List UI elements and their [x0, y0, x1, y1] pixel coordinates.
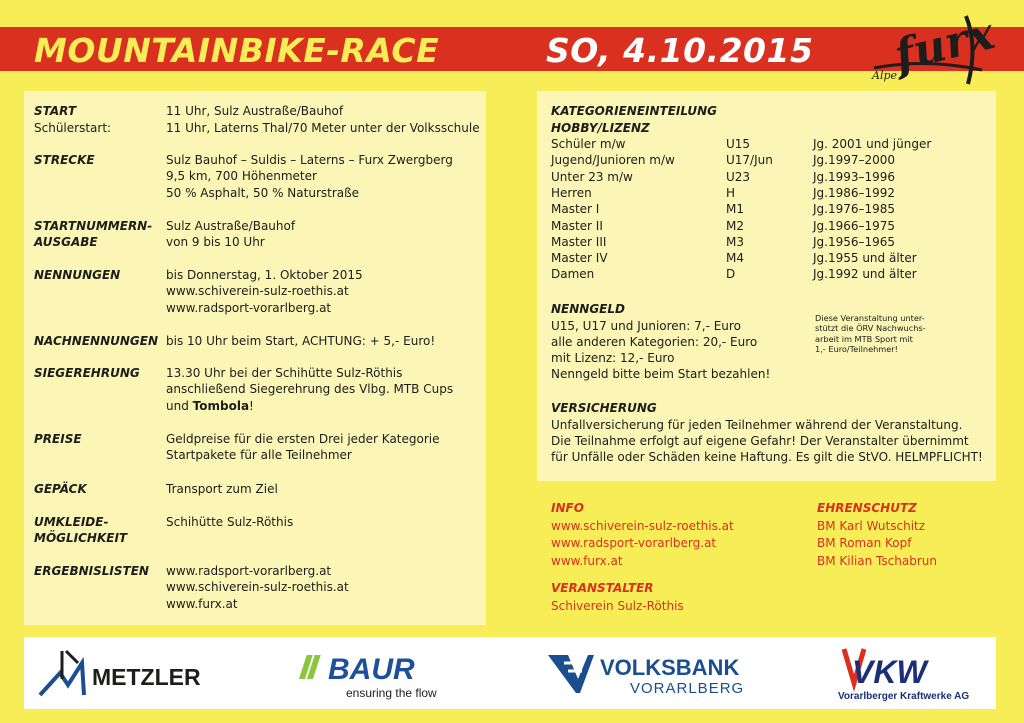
value-umkleide: Schihütte Sulz-Röthis [166, 515, 294, 529]
sponsor-bar [24, 637, 996, 709]
category-row [551, 201, 991, 217]
organizer-header: VERANSTALTER [551, 581, 654, 595]
category-row [551, 266, 991, 282]
insurance-lines: Unfallversicherung für jeden Teilnehmer während der Veranstaltung. Die Teilnahme erfolgt auf eigene Gefahr! Der Veranstalter übernimmt für Unfälle oder Schäden keine Haftung. Es gilt die StVO. HELMPFLICHT! [551, 417, 983, 465]
category-code: M2 [726, 218, 744, 233]
link-schiverein[interactable]: www.schiverein-sulz-roethis.at [166, 284, 349, 299]
category-code: U17/Jun [726, 153, 773, 168]
label-gepaeck: GEPÄCK [34, 482, 87, 496]
category-year: Jg.1992 und älter [813, 267, 917, 282]
tombola-text: Tombola [192, 398, 250, 413]
info-link-furx[interactable]: www.furx.at [551, 553, 623, 568]
category-year: Jg.1993–1996 [813, 169, 896, 184]
category-name: Master IV [551, 251, 608, 266]
label-strecke: STRECKE [34, 153, 95, 167]
category-row [551, 250, 991, 266]
category-row [551, 136, 991, 152]
value-ergebnislisten [166, 563, 486, 612]
label-umkleide: UMKLEIDE- MÖGLICHKEIT [34, 515, 128, 546]
link-schiverein-results[interactable]: www.schiverein-sulz-roethis.at [166, 580, 349, 595]
insurance-header: VERSICHERUNG [551, 401, 657, 415]
category-code: M4 [726, 251, 744, 266]
category-code: U15 [726, 137, 751, 151]
link-furx-results[interactable]: www.furx.at [166, 596, 238, 611]
categories-header: KATEGORIENEINTEILUNG [551, 104, 717, 118]
category-year: Jg. 2001 und jünger [813, 137, 932, 151]
category-name: Unter 23 m/w [551, 169, 633, 184]
value-siegerehrung: 13.30 Uhr bei der Schihütte Sulz-Röthis anschließend Siegerehrung des Vlbg. MTB Cups und Tombola! [166, 366, 454, 413]
category-row [551, 169, 991, 185]
svg-text:Vorarlberger Kraftwerke AG: Vorarlberger Kraftwerke AG [838, 691, 970, 702]
category-name: Master II [551, 218, 603, 233]
category-year: Jg.1976–1985 [813, 202, 896, 217]
svg-text:VKW: VKW [852, 654, 927, 690]
details-panel [24, 91, 486, 625]
patron-header: EHRENSCHUTZ [817, 501, 917, 515]
value-gepaeck: Transport zum Ziel [166, 482, 278, 496]
organizer-name: Schiverein Sulz-Röthis [551, 598, 684, 613]
category-year: Jg.1956–1965 [813, 234, 896, 249]
category-name: Herren [551, 185, 592, 200]
svg-text:BAUR: BAUR [328, 653, 415, 686]
category-name: Damen [551, 267, 595, 282]
patron-2: BM Roman Kopf [817, 536, 912, 550]
category-year: Jg.1997–2000 [813, 153, 896, 168]
label-nennungen: NENNUNGEN [34, 268, 121, 282]
category-code: M3 [726, 234, 744, 249]
volksbank-logo [544, 649, 754, 701]
category-row [551, 185, 991, 201]
category-row [551, 152, 991, 168]
info-header: INFO [551, 501, 584, 515]
category-code: M1 [726, 202, 744, 217]
value-nachnennungen: bis 10 Uhr beim Start, ACHTUNG: + 5,- Euro! [166, 334, 436, 348]
race-title: MOUNTAINBIKE-RACE [34, 31, 440, 70]
info-link-radsport[interactable]: www.radsport-vorarlberg.at [551, 536, 717, 550]
info-link-schiverein[interactable]: www.schiverein-sulz-roethis.at [551, 518, 734, 533]
category-name: Master III [551, 234, 607, 249]
logo-small-text: Alpe [872, 69, 898, 82]
svg-text:VOLKSBANK: VOLKSBANK [600, 655, 740, 680]
label-nachnennungen: NACHNENNUNGEN [34, 334, 159, 348]
category-row [551, 218, 991, 234]
logo-main-text: furx [889, 8, 1000, 82]
svg-text:VORARLBERG: VORARLBERG [630, 680, 745, 697]
label-start: START [34, 104, 77, 118]
category-year: Jg.1986–1992 [813, 185, 896, 200]
label-ergebnislisten: ERGEBNISLISTEN [34, 564, 149, 578]
link-radsport-results[interactable]: www.radsport-vorarlberg.at [166, 564, 332, 578]
label-preise: PREISE [34, 432, 82, 446]
svg-text:METZLER: METZLER [92, 664, 201, 690]
label-siegerehrung: SIEGEREHRUNG [34, 366, 140, 380]
baur-logo [302, 645, 462, 705]
category-row [551, 234, 991, 250]
category-year: Jg.1955 und älter [813, 251, 917, 266]
category-code: D [726, 267, 736, 282]
value-startnummern: Sulz Austraße/Bauhof von 9 bis 10 Uhr [166, 219, 296, 250]
value-strecke: Sulz Bauhof – Suldis – Laterns – Furx Zwergberg 9,5 km, 700 Höhenmeter 50 % Asphalt, 50 % Naturstraße [166, 153, 453, 200]
patron-3: BM Kilian Tschabrun [817, 553, 937, 568]
value-start: 11 Uhr, Sulz Austraße/Bauhof [166, 104, 344, 118]
fee-header: NENNGELD [551, 302, 625, 316]
categories-panel [537, 91, 996, 481]
category-name: Schüler m/w [551, 137, 626, 151]
svg-text:ensuring the flow: ensuring the flow [346, 686, 437, 700]
value-schuelerstart: 11 Uhr, Laterns Thal/70 Meter unter der Volksschule [166, 120, 480, 135]
alpe-furx-logo [866, 6, 1000, 86]
value-nennungen: bis Donnerstag, 1. Oktober 2015 www.schiverein-sulz-roethis.at www.radsport-vorarlberg.at [166, 267, 486, 316]
category-code: U23 [726, 169, 751, 184]
metzler-logo [38, 645, 238, 701]
support-note: Diese Veranstaltung unter- stützt die ÖRV Nachwuchs- arbeit im MTB Sport mit 1,- Euro/Teilnehmer! [815, 313, 926, 355]
patron-block [817, 500, 937, 570]
fee-lines: U15, U17 und Junioren: 7,- Euro alle anderen Kategorien: 20,- Euro mit Lizenz: 12,- Euro Nenngeld bitte beim Start bezahlen! [551, 318, 771, 382]
category-name: Master I [551, 202, 600, 217]
label-startnummern: STARTNUMMERN- AUSGABE [34, 219, 153, 250]
value-preise: Geldpreise für die ersten Drei jeder Kategorie Startpakete für alle Teilnehmer [166, 432, 440, 463]
categories-subheader: HOBBY/LIZENZ [551, 120, 650, 135]
category-code: H [726, 185, 736, 200]
link-radsport[interactable]: www.radsport-vorarlberg.at [166, 300, 332, 315]
vkw-logo [832, 643, 992, 705]
info-block [551, 500, 734, 615]
label-schuelerstart: Schülerstart: [34, 120, 112, 135]
race-date: SO, 4.10.2015 [546, 31, 814, 70]
patron-1: BM Karl Wutschitz [817, 518, 926, 533]
category-name: Jugend/Junioren m/w [551, 153, 675, 168]
category-year: Jg.1966–1975 [813, 218, 896, 233]
